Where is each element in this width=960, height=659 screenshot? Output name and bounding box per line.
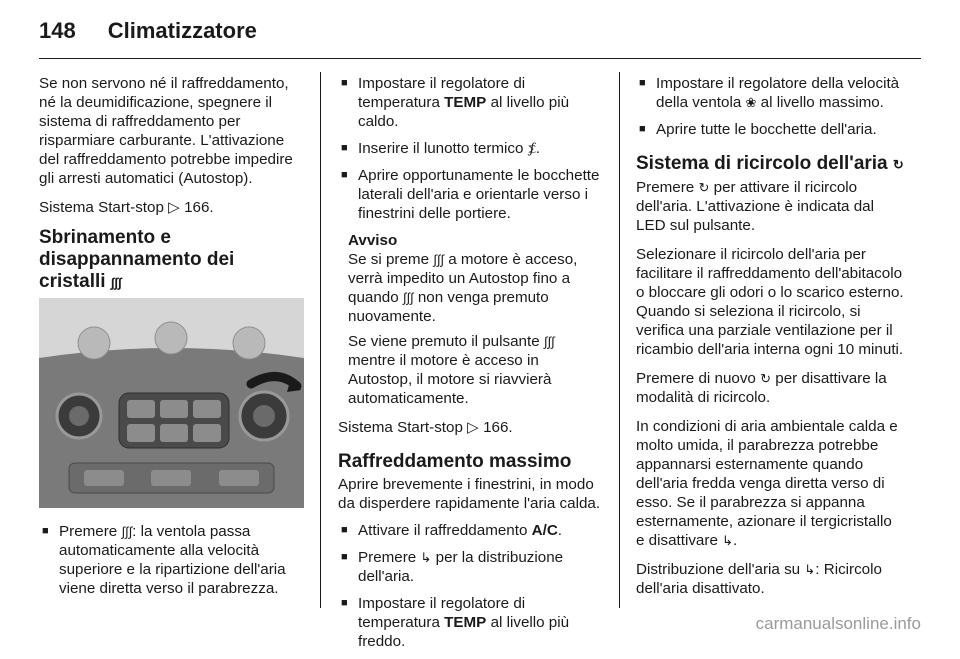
air-distribution-icon: ↳ [804,562,816,577]
list-item: ■ Attivare il raffreddamento A/C. [338,521,603,540]
note-title: Avviso [348,232,398,249]
note-paragraph: Se viene premuto il pulsante ∫∫∫ mentre il motore è acceso in Autostop, il motore si riavvierà automaticamente. [348,333,555,407]
recirculation-icon: ↻ [760,371,772,386]
note-box [338,231,603,408]
recirculation-icon: ↻ [698,180,710,195]
page-number: 148 [39,18,76,43]
defrost-icon: ∫∫∫ [402,290,414,305]
column-1 [39,74,306,606]
page-title: Climatizzatore [107,18,257,43]
defrost-icon: ∫∫∫ [110,275,122,290]
control-panel-illustration [39,298,304,508]
air-distribution-icon: ↳ [722,533,734,548]
paragraph: In condizioni di aria ambientale calda e molto umida, il parabrezza potrebbe appannarsi esternamente quando dell'aria fredda venga diretta verso di esso. Se il parabrezza si appanna esternamente, azionare il tergicristallo e disattivare ↳. [636,418,898,549]
section-heading: Sistema di ricircolo dell'aria ↻ [636,153,904,174]
climate-control-photo [39,298,304,508]
section-heading: Raffreddamento massimo [338,451,572,472]
list-item: ■ Impostare il regolatore della velocità della ventola ❀ al livello massimo. [636,74,904,112]
list-item: ■ Premere ∫∫∫: la ventola passa automaticamente alla velocità superiore e la ripartizione dell'aria viene diretta verso il parabrezza. [39,522,306,598]
column-divider [320,72,321,608]
ref-text: Sistema Start-stop [39,199,164,216]
note-paragraph: Se si preme ∫∫∫ a motore è acceso, verrà impedito un Autostop fino a quando ∫∫∫ non venga premuto nuovamente. [348,251,578,325]
section-heading: Sbrinamento e disappannamento dei cristalli ∫∫∫ [39,227,235,292]
column-3 [636,74,904,608]
page-header [39,14,257,48]
intro-paragraph: Se non servono né il raffreddamento, né la deumidificazione, spegnere il sistema di raffreddamento per risparmiare carburante. L'attivazione del raffreddamento potrebbe impedire gli arresti automatici (Autostop). [39,75,293,187]
watermark: carmanualsonline.info [755,614,921,633]
paragraph: Distribuzione dell'aria su ↳: Ricircolo dell'aria disattivato. [636,561,882,597]
list-item: ■ Aprire opportunamente le bocchette laterali dell'aria e orientarle verso i finestrini delle portiere. [338,166,603,223]
column-divider [619,72,620,608]
column-2 [338,74,603,659]
paragraph: Selezionare il ricircolo dell'aria per facilitare il raffreddamento dell'abitacolo o bloccare gli odori o lo scarico esterno. Quando si seleziona il ricircolo, si verifica una parziale ventilazione per il ricambio dell'aria interna ogni 10 minuti. [636,246,904,358]
ref-page[interactable]: 166. [483,419,513,436]
defrost-icon: ∫∫∫ [543,334,555,349]
header-rule [39,58,921,59]
list-item: ■ Inserire il lunotto termico ⨋. [338,139,603,158]
defrost-icon: ∫∫∫ [433,252,444,267]
cross-reference [39,198,306,217]
recirculation-icon: ↻ [892,157,904,172]
list-item: ■ Impostare il regolatore di temperatura TEMP al livello più caldo. [338,74,603,131]
list-item: ■ Impostare il regolatore di temperatura TEMP al livello più freddo. [338,594,603,651]
rear-defrost-icon: ⨋ [527,141,536,156]
ref-page[interactable]: 166. [184,199,214,216]
cross-reference [338,418,603,437]
arrow-ref-icon: ▷ [467,419,479,436]
paragraph: Premere ↻ per attivare il ricircolo dell'aria. L'attivazione è indicata dal LED sul pulsante. [636,179,874,234]
section-intro: Aprire brevemente i finestrini, in modo da disperdere rapidamente l'aria calda. [338,476,601,512]
paragraph: Premere di nuovo ↻ per disattivare la modalità di ricircolo. [636,370,887,406]
fan-icon: ❀ [745,95,757,110]
defrost-icon: ∫∫∫ [121,524,133,539]
air-distribution-icon: ↳ [420,550,432,565]
list-item: ■ Premere ↳ per la distribuzione dell'aria. [338,548,603,586]
list-item: ■ Aprire tutte le bocchette dell'aria. [636,120,904,139]
ref-text: Sistema Start-stop [338,419,463,436]
arrow-ref-icon: ▷ [168,199,180,216]
